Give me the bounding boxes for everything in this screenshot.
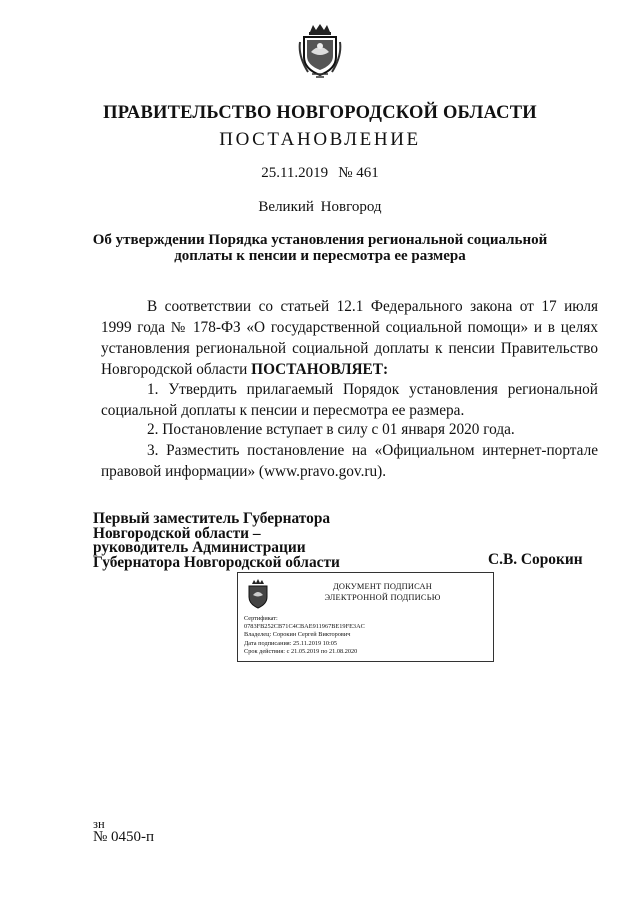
stamp-heading-line-2: ЭЛЕКТРОННОЙ ПОДПИСЬЮ xyxy=(324,593,441,602)
stamp-heading-line-1: ДОКУМЕНТ ПОДПИСАН xyxy=(332,582,433,591)
stamp-detail-line: Дата подписания: 25.11.2019 10:05 xyxy=(244,639,338,647)
item-3: 3. Разместить постановление на «Официальном интернет-портале правовой информации» (www.pravo.gov.ru). xyxy=(101,442,598,480)
stamp-details xyxy=(244,615,365,656)
document-type: ПОСТАНОВЛЕНИЕ xyxy=(219,129,421,150)
stamp-detail-line: Владелец: Сорокин Сергей Викторович xyxy=(244,631,351,639)
document-subject xyxy=(0,232,640,264)
resolves-keyword: ПОСТАНОВЛЯЕТ: xyxy=(251,361,389,378)
stamp-detail-line: Сертификат: xyxy=(244,615,278,622)
signer-position-line: Губернатора Новгородской области xyxy=(93,553,340,571)
signer-name: С.В. Сорокин xyxy=(488,551,583,568)
electronic-signature-stamp xyxy=(237,572,494,662)
executor-initials: зн xyxy=(93,817,105,831)
subject-line-2: доплаты к пенсии и пересмотра ее размера xyxy=(174,248,466,264)
item-2: 2. Постановление вступает в силу с 01 января 2020 года. xyxy=(147,421,515,438)
document-number: № 461 xyxy=(338,165,379,181)
signer-position-line: руководитель Администрации xyxy=(93,539,306,557)
stamp-detail-line: Срок действия: с 21.05.2019 по 21.08.2020 xyxy=(244,647,358,655)
subject-line-1: Об утверждении Порядка установления региональной социальной xyxy=(92,232,548,248)
signer-position xyxy=(93,512,340,570)
document-date-number xyxy=(0,165,640,182)
item-3-paragraph xyxy=(101,440,598,482)
signer-position-line: Новгородской области – xyxy=(93,524,261,542)
item-2-paragraph xyxy=(101,419,598,440)
coat-of-arms-emblem xyxy=(298,22,342,80)
document-city: Великий Новгород xyxy=(258,199,382,215)
government-title: ПРАВИТЕЛЬСТВО НОВГОРОДСКОЙ ОБЛАСТИ xyxy=(103,103,537,123)
stamp-heading xyxy=(280,581,485,603)
item-1: 1. Утвердить прилагаемый Порядок установления региональной социальной доплаты к пенсии и пересмотра ее размера. xyxy=(101,381,598,419)
signer-position-line: Первый заместитель Губернатора xyxy=(93,510,331,527)
stamp-detail-line: 0783FB252CB71C4CBAE911967BE19FE3AC xyxy=(244,623,365,631)
stamp-emblem-icon xyxy=(245,578,271,610)
document-date: 25.11.2019 xyxy=(261,165,329,181)
item-1-paragraph xyxy=(101,379,598,421)
preamble-text: В соответствии со статьей 12.1 Федерального закона от 17 июля 1999 года № 178-ФЗ «О государственной социальной помощи» и в целях установления региональной социальной доплаты к пенсии Правительство Новгородской области xyxy=(101,298,598,378)
preamble-paragraph xyxy=(101,296,598,380)
registration-number: № 0450-п xyxy=(93,829,155,845)
footer-registration xyxy=(93,818,154,844)
